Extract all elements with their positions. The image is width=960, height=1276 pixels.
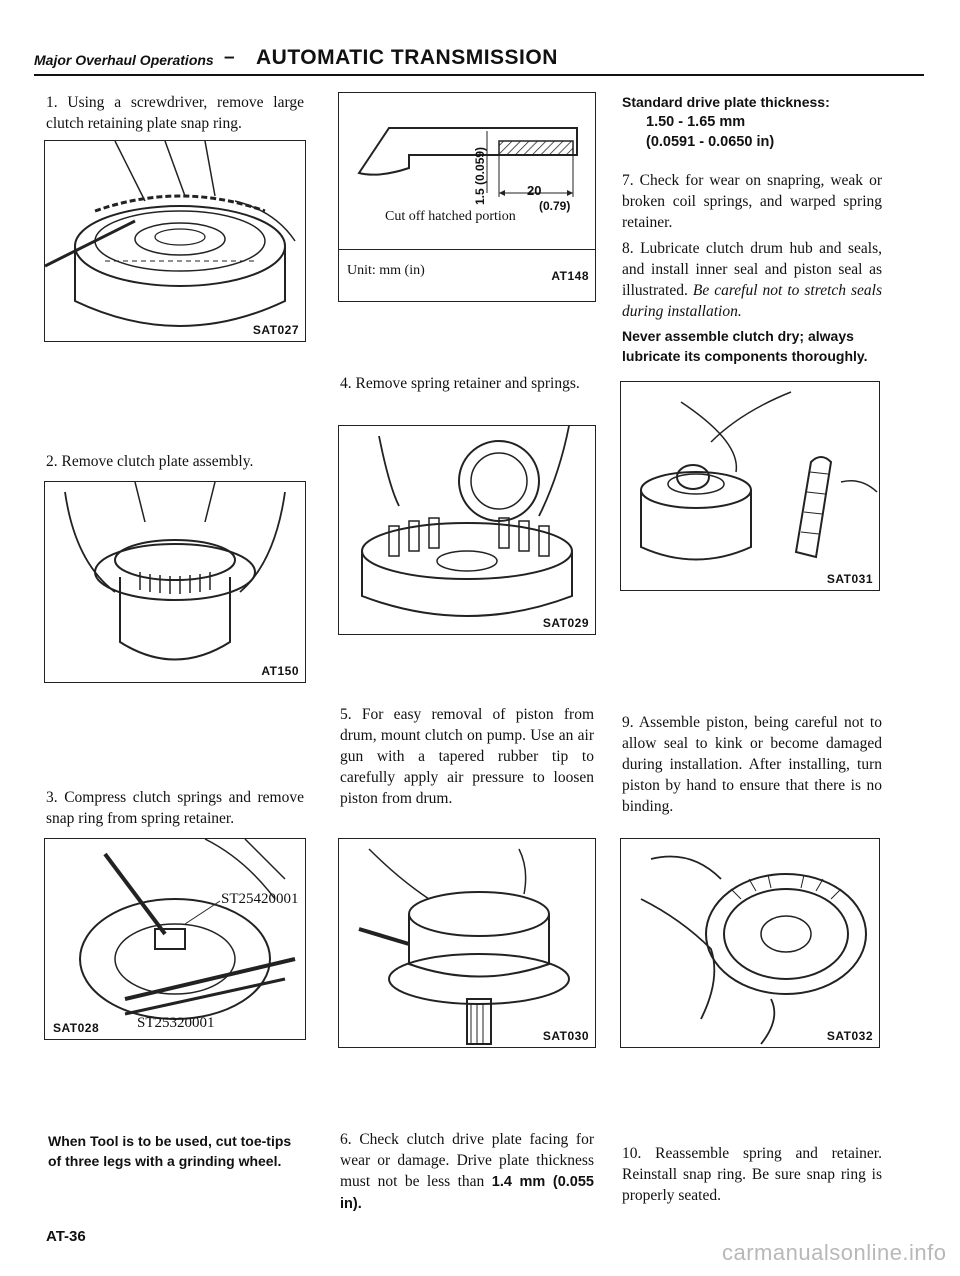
header-section: Major Overhaul Operations — [34, 52, 214, 68]
unit-label: Unit: mm (in) — [347, 263, 425, 278]
figure-code-sat027: SAT027 — [252, 323, 299, 337]
figure-at148 — [338, 92, 596, 302]
std-thickness-mm: 1.50 - 1.65 mm — [646, 114, 746, 130]
dim-horizontal-in: (0.79) — [539, 199, 571, 213]
dim-horizontal-mm: 20 — [527, 183, 542, 198]
figure-sat032 — [620, 838, 880, 1048]
figure-code-sat031: SAT031 — [826, 572, 873, 586]
figure-code-at148: AT148 — [551, 269, 589, 283]
header-separator: – — [224, 47, 235, 68]
figure-code-sat028: SAT028 — [53, 1021, 100, 1035]
tool-label-a: ST25420001 — [221, 891, 299, 907]
step-1-text: 1. Using a screwdriver, remove large clutch retaining plate snap ring. — [46, 94, 304, 132]
figure-code-sat030: SAT030 — [542, 1029, 589, 1043]
page-number: AT-36 — [46, 1228, 86, 1245]
step-10-text: 10. Reassemble spring and retainer. Reinstall snap ring. Be sure snap ring is properly seated. — [622, 1145, 882, 1204]
figure-sat027 — [44, 140, 306, 342]
figure-sat030 — [338, 838, 596, 1048]
figure-sat028 — [44, 838, 306, 1040]
seal-installation-illustration — [621, 382, 879, 590]
page-header — [34, 44, 924, 76]
step-7-text: 7. Check for wear on snapring, weak or broken coil springs, and warped spring retainer. — [622, 172, 882, 231]
step-6-min-thickness: 1.4 mm (0.055 in). — [340, 1174, 594, 1212]
step-6-text — [340, 1129, 594, 1215]
piston-assembly-illustration — [621, 839, 879, 1047]
spring-retainer-removal-illustration — [339, 426, 595, 634]
std-thickness-label: Standard drive plate thickness: — [622, 94, 830, 110]
std-thickness-in: (0.0591 - 0.0650 in) — [646, 134, 775, 150]
step-8-main: 8. Lubricate clutch drum hub and seals, and install inner seal and piston seal as illustrated. — [622, 240, 882, 299]
figure-code-at150: AT150 — [261, 664, 299, 678]
header-title: AUTOMATIC TRANSMISSION — [256, 46, 558, 69]
step-8-text — [622, 238, 882, 322]
clutch-drum-snap-ring-illustration — [45, 141, 305, 341]
figure-code-sat029: SAT029 — [542, 616, 589, 630]
tool-note: When Tool is to be used, cut toe-tips of three legs with a grinding wheel. — [48, 1133, 292, 1169]
figure-sat031 — [620, 381, 880, 591]
air-gun-piston-removal-illustration — [339, 839, 595, 1047]
figure-sat029 — [338, 425, 596, 635]
figure-code-sat032: SAT032 — [826, 1029, 873, 1043]
dim-vertical: 1.5 (0.059) — [473, 146, 487, 205]
step-6-main: 6. Check clutch drive plate facing for wear or damage. Drive plate thickness must not be less than — [340, 1131, 594, 1190]
step-4-text: 4. Remove spring retainer and springs. — [340, 375, 580, 392]
figure-at150 — [44, 481, 306, 683]
spring-compressor-tool-illustration — [45, 839, 305, 1039]
cut-note: Cut off hatched portion — [385, 209, 516, 224]
clutch-plate-removal-illustration — [45, 482, 305, 682]
step-2-text: 2. Remove clutch plate assembly. — [46, 453, 254, 470]
watermark: carmanualsonline.info — [722, 1240, 947, 1265]
step-5-text: 5. For easy removal of piston from drum, mount clutch on pump. Use an air gun with a tapered rubber tip to carefully apply air pressure to loosen piston from drum. — [340, 706, 594, 807]
step-8-caution: Be careful not to stretch seals during installation. — [622, 282, 882, 320]
tool-label-b: ST25320001 — [137, 1015, 215, 1031]
step-9-text: 9. Assemble piston, being careful not to allow seal to kink or become damaged during installation. After installing, turn piston by hand to ensure that there is no binding. — [622, 714, 882, 815]
step-3-text: 3. Compress clutch springs and remove snap ring from spring retainer. — [46, 789, 304, 827]
never-dry-note: Never assemble clutch dry; always lubricate its components thoroughly. — [622, 328, 868, 364]
